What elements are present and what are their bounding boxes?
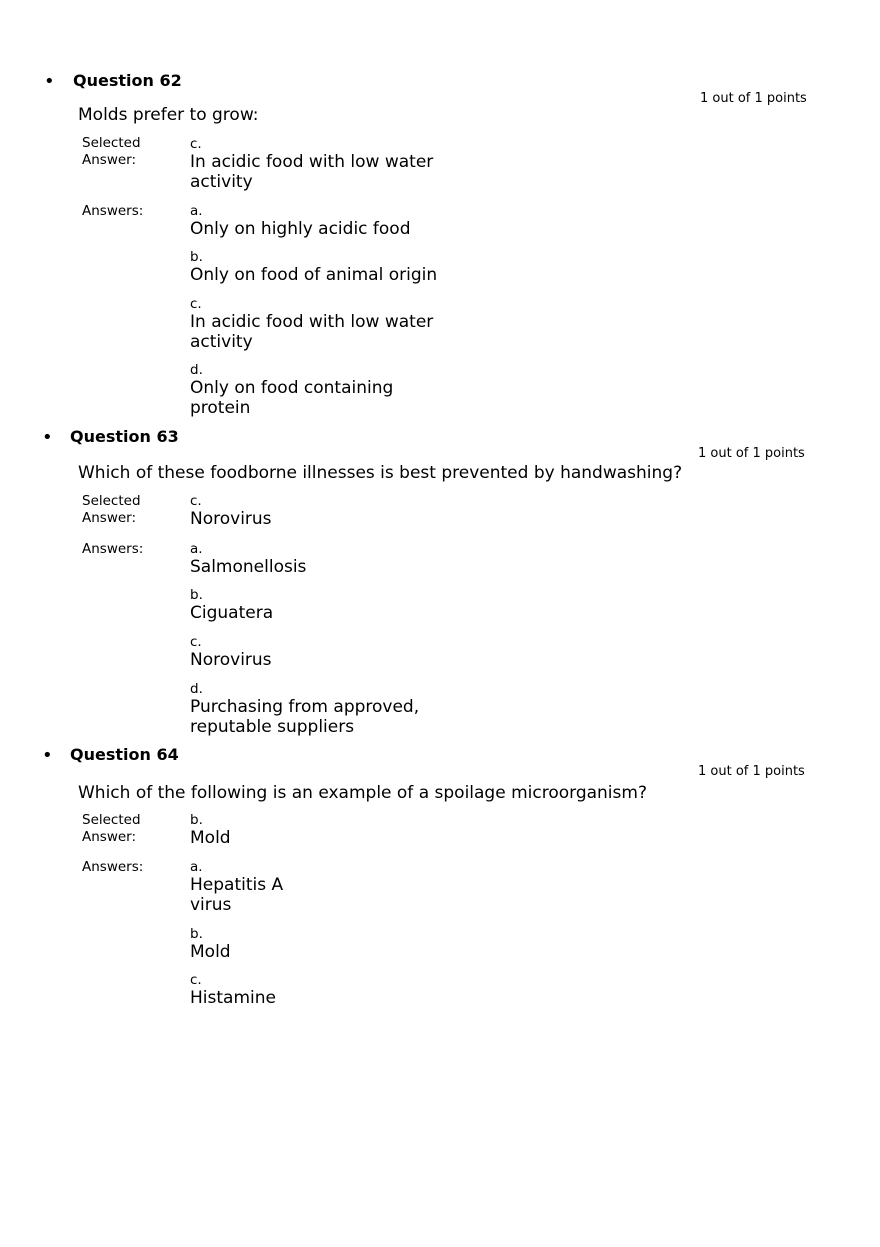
answer-option — [190, 859, 300, 915]
option-letter: b. — [190, 812, 203, 828]
option-letter: c. — [190, 972, 202, 988]
answer-option — [190, 634, 450, 670]
answers-label: Answers: — [82, 541, 144, 557]
answer-option — [190, 681, 450, 737]
question-prompt: Molds prefer to grow: — [78, 105, 259, 125]
answer-option — [190, 296, 450, 352]
answer-option — [190, 926, 450, 962]
option-letter: c. — [190, 634, 202, 650]
answer-option — [190, 541, 450, 577]
option-text: Norovirus — [190, 509, 272, 529]
bullet: • — [42, 427, 53, 448]
option-letter: c. — [190, 296, 202, 312]
points-score: 1 out of 1 points — [700, 91, 807, 106]
option-text: Mold — [190, 828, 231, 848]
option-letter: a. — [190, 203, 203, 219]
question-prompt: Which of the following is an example of a spoilage microorganism? — [78, 783, 647, 803]
option-text: In acidic food with low water activity — [190, 312, 434, 352]
selected-answer — [190, 136, 450, 192]
answer-option — [190, 249, 450, 285]
option-letter: b. — [190, 587, 203, 603]
option-letter: c. — [190, 493, 202, 509]
answers-label: Answers: — [82, 203, 144, 219]
option-letter: c. — [190, 136, 202, 152]
option-text: Norovirus — [190, 650, 272, 670]
question-title: Question 62 — [73, 71, 182, 90]
option-letter: d. — [190, 362, 203, 378]
option-text: In acidic food with low water activity — [190, 152, 434, 192]
selected-answer — [190, 812, 450, 848]
question-prompt: Which of these foodborne illnesses is best prevented by handwashing? — [78, 463, 683, 483]
answer-option — [190, 587, 450, 623]
option-text: Only on highly acidic food — [190, 219, 411, 239]
question-title: Question 64 — [70, 745, 179, 764]
answer-option — [190, 362, 450, 418]
option-letter: a. — [190, 541, 203, 557]
selected-answer-label: Selected Answer: — [82, 493, 141, 526]
option-text: Salmonellosis — [190, 557, 307, 577]
option-letter: b. — [190, 926, 203, 942]
answers-label: Answers: — [82, 859, 144, 875]
bullet: • — [44, 71, 55, 92]
selected-answer-label: Selected Answer: — [82, 135, 141, 168]
answer-option — [190, 203, 450, 239]
selected-answer-label: Selected Answer: — [82, 812, 141, 845]
bullet: • — [42, 745, 53, 766]
option-text: Ciguatera — [190, 603, 274, 623]
option-letter: b. — [190, 249, 203, 265]
option-letter: d. — [190, 681, 203, 697]
selected-answer — [190, 493, 450, 529]
option-text: Mold — [190, 942, 231, 962]
answer-option — [190, 972, 450, 1008]
option-text: Hepatitis A virus — [190, 875, 284, 915]
points-score: 1 out of 1 points — [698, 764, 805, 779]
points-score: 1 out of 1 points — [698, 446, 805, 461]
option-text: Only on food containing protein — [190, 378, 394, 418]
option-text: Purchasing from approved, reputable suppliers — [190, 697, 420, 737]
option-text: Only on food of animal origin — [190, 265, 438, 285]
question-title: Question 63 — [70, 427, 179, 446]
option-text: Histamine — [190, 988, 276, 1008]
option-letter: a. — [190, 859, 203, 875]
